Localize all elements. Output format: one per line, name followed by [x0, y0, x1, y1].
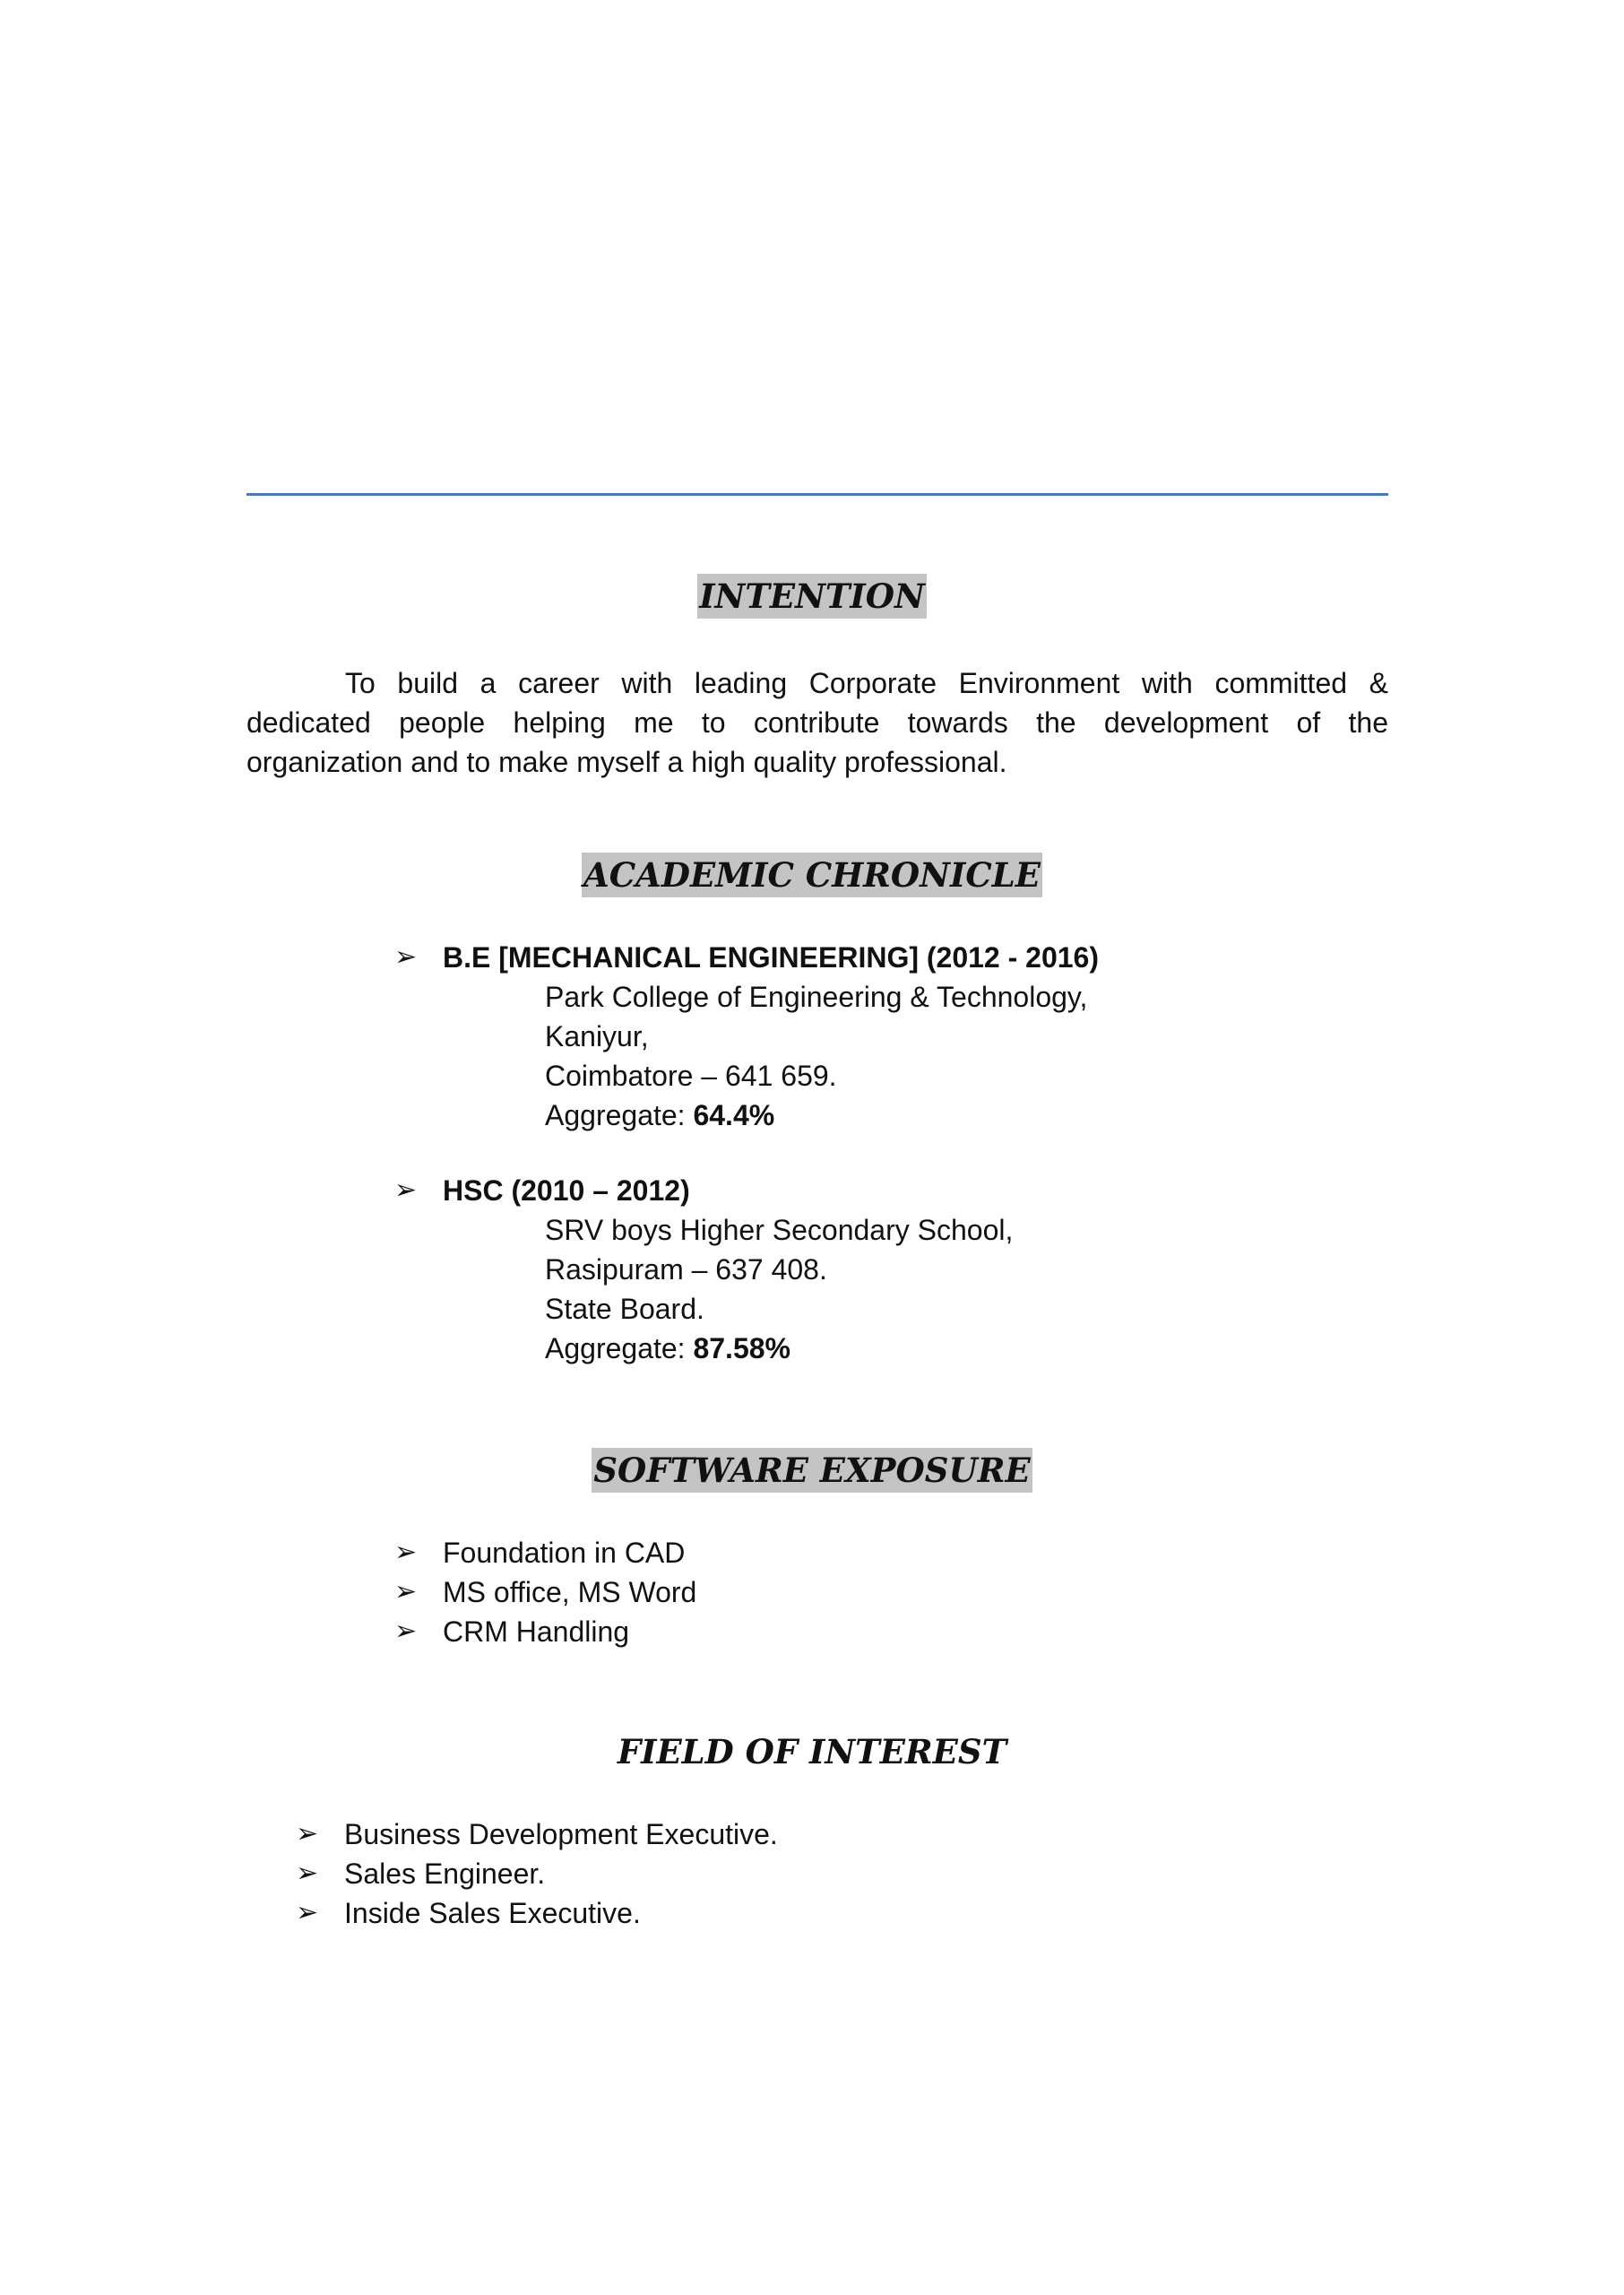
aggregate-label: Aggregate: [545, 1332, 694, 1364]
arrow-bullet-icon: ➢ [296, 1858, 319, 1889]
interest-item [296, 1814, 778, 1854]
academic-entry-aggregate [545, 1329, 1013, 1368]
intention-heading: INTENTION [697, 574, 927, 619]
software-heading-row [0, 1448, 1624, 1493]
academic-entry-title-list [394, 1171, 690, 1210]
intention-paragraph [246, 663, 1388, 782]
academic-entry-line: Park College of Engineering & Technology, [545, 981, 1088, 1013]
academic-entry [394, 938, 1099, 977]
academic-entry-line: SRV boys Higher Secondary School, [545, 1214, 1014, 1246]
intention-line: To build a career with leading Corporate Environment with committed & [345, 667, 1388, 699]
arrow-bullet-icon: ➢ [394, 1615, 418, 1647]
software-item [394, 1612, 696, 1651]
academic-entry-line: Coimbatore – 641 659. [545, 1060, 837, 1092]
software-item-label: MS office, MS Word [443, 1576, 697, 1608]
academic-entry-line: Rasipuram – 637 408. [545, 1253, 827, 1286]
aggregate-label: Aggregate: [545, 1099, 694, 1131]
software-heading: SOFTWARE EXPOSURE [592, 1448, 1032, 1493]
software-list [394, 1533, 696, 1651]
software-item [394, 1572, 696, 1612]
arrow-bullet-icon: ➢ [394, 1537, 418, 1568]
aggregate-value: 87.58% [693, 1332, 790, 1364]
academic-entry-title-list [394, 938, 1099, 977]
arrow-bullet-icon: ➢ [296, 1818, 319, 1849]
intention-line: organization and to make myself a high quality professional. [246, 746, 1007, 778]
interest-list [296, 1814, 778, 1933]
arrow-bullet-icon: ➢ [394, 1174, 418, 1206]
academic-entry-aggregate [545, 1096, 1087, 1135]
interest-item [296, 1854, 778, 1893]
intention-line: dedicated people helping me to contribute towards the development of the [246, 706, 1388, 739]
header-divider [246, 493, 1388, 496]
academic-entry-title: B.E [MECHANICAL ENGINEERING] (2012 - 2016) [443, 941, 1099, 974]
academic-entry-line: State Board. [545, 1293, 704, 1325]
software-item-label: CRM Handling [443, 1615, 630, 1648]
arrow-bullet-icon: ➢ [394, 941, 418, 973]
intention-heading-row [0, 574, 1624, 619]
arrow-bullet-icon: ➢ [394, 1576, 418, 1607]
academic-entry-line: Kaniyur, [545, 1020, 649, 1052]
academic-heading-row [0, 853, 1624, 897]
interest-item-label: Inside Sales Executive. [344, 1897, 641, 1929]
interest-item [296, 1893, 778, 1933]
aggregate-value: 64.4% [693, 1099, 775, 1131]
academic-entry-title: HSC (2010 – 2012) [443, 1174, 690, 1207]
interest-heading-row [0, 1729, 1624, 1774]
academic-entry [394, 1171, 690, 1210]
academic-entry-details [545, 977, 1087, 1135]
software-item-label: Foundation in CAD [443, 1537, 686, 1569]
interest-item-label: Business Development Executive. [344, 1818, 778, 1850]
academic-heading: ACADEMIC CHRONICLE [582, 853, 1042, 897]
interest-item-label: Sales Engineer. [344, 1858, 546, 1890]
interest-heading: FIELD OF INTEREST [617, 1732, 1007, 1771]
academic-entry-details [545, 1210, 1013, 1368]
software-item [394, 1533, 696, 1572]
arrow-bullet-icon: ➢ [296, 1897, 319, 1928]
